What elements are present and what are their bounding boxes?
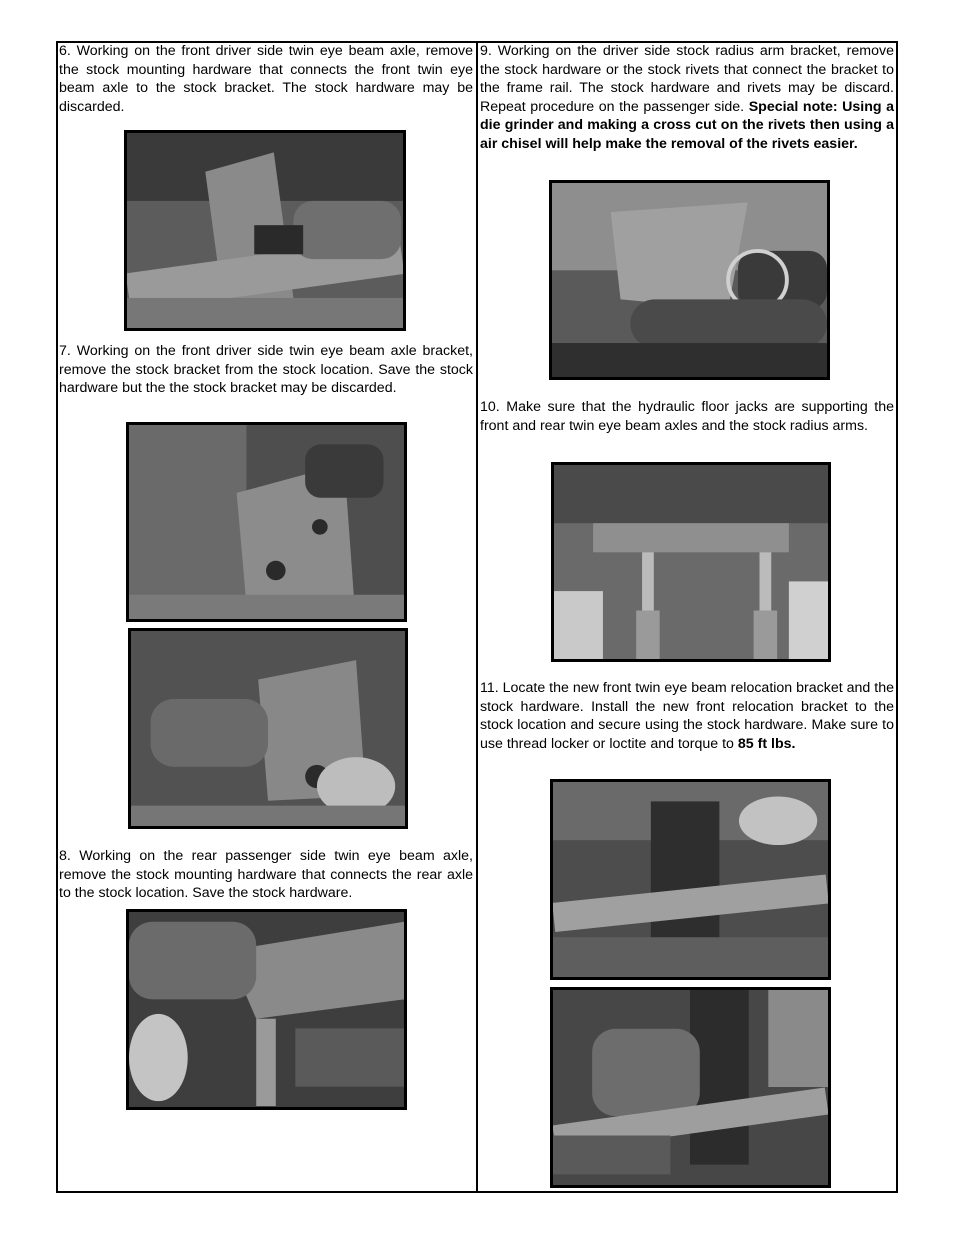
step-10-text: 10. Make sure that the hydraulic floor jacks are supporting the front and rear twin eye beam axles and the stock radius arms. (480, 399, 894, 434)
step-9-body: 9. Working on the driver side stock radius arm bracket, remove the stock hardware or the stock rivets that connect the bracket to the frame rail. The stock hardware and rivets may be discard. Repeat procedure on the passenger side. (480, 43, 894, 115)
step-6-text: 6. Working on the front driver side twin eye beam axle, remove the stock mounting hardware that connects the front twin eye beam axle to the stock bracket. The stock hardware may be discarded. (59, 43, 473, 115)
step-7-photo-a (126, 422, 407, 622)
rear-axle-photo-icon (129, 912, 404, 1107)
rivet-chisel-photo-icon (552, 183, 827, 377)
floor-jacks-photo-icon (554, 465, 828, 659)
bracket-install-photo-icon (553, 990, 828, 1185)
step-8-text: 8. Working on the rear passenger side twin eye beam axle, remove the stock mounting hardware that connects the rear axle to the stock location. Save the stock hardware. (59, 848, 473, 902)
step-11-torque: 85 ft lbs. (737, 735, 796, 752)
step-7-photo-b (128, 628, 408, 829)
step-6-photo (124, 130, 406, 331)
step-9-photo (549, 180, 830, 380)
step-7-text: 7. Working on the front driver side twin eye beam axle bracket, remove the stock bracket from the stock location. Save the stock hardware but the the stock bracket may be discarded. (59, 343, 473, 397)
step-11-photo-b (550, 987, 831, 1188)
step-9-text (480, 42, 894, 154)
bracket-removal-photo-icon (131, 631, 405, 826)
impact-wrench-photo-icon (127, 133, 403, 328)
step-11-photo-a (550, 779, 831, 980)
step-8-photo (126, 909, 407, 1110)
step-11-body: 11. Locate the new front twin eye beam relocation bracket and the stock hardware. Install the new front relocation bracket to the stock location and secure using the stock hardware. Make sure to use thread locker or loctite and torque to (480, 680, 894, 752)
step-11-text (480, 679, 894, 753)
step-10-photo (551, 462, 831, 662)
step-9-special-note: Special note: Using a die grinder and making a cross cut on the rivets then using a air chisel will help make the removal of the rivets easier. (480, 98, 894, 152)
bracket-photo-icon (129, 425, 404, 619)
relocation-bracket-photo-icon (553, 782, 828, 977)
